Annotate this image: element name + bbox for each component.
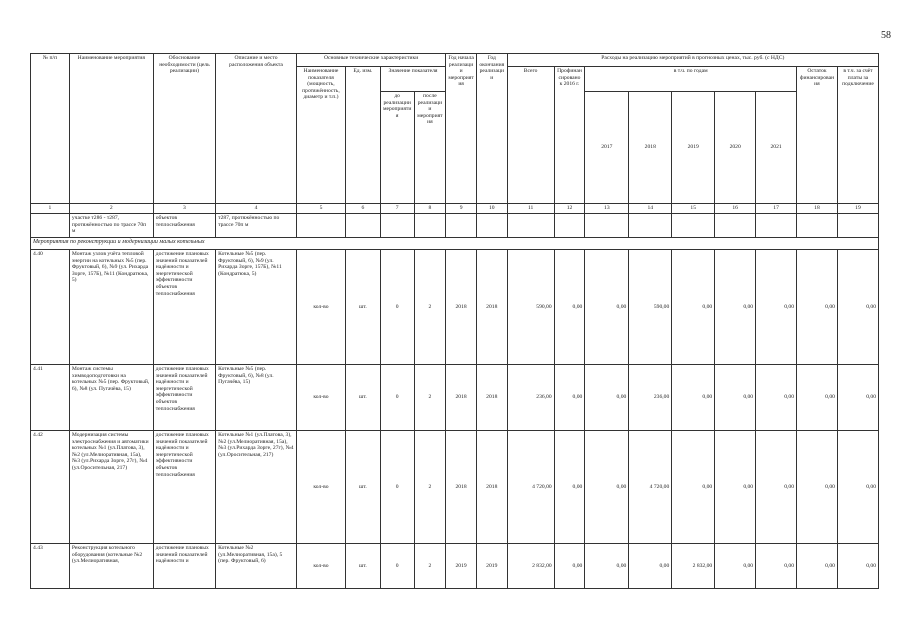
row-number: 4.41 <box>31 365 70 431</box>
header-value: Значение показателя <box>380 67 445 92</box>
row-cost-2021: 0,00 <box>756 544 797 589</box>
row-end-year: 2018 <box>476 431 507 544</box>
row-connection: 0,00 <box>837 365 878 431</box>
row-end-year: 2018 <box>476 250 507 365</box>
row-remaining: 0,00 <box>797 544 838 589</box>
column-index-1: 1 <box>31 204 70 214</box>
header-remaining: Остаток финансирования <box>797 67 838 204</box>
header-year-2017: 2017 <box>585 92 629 204</box>
column-index-19: 19 <box>837 204 878 214</box>
column-index-10: 10 <box>476 204 507 214</box>
header-year-2019: 2019 <box>672 92 715 204</box>
header-year-2018: 2018 <box>629 92 672 204</box>
column-index-7: 7 <box>380 204 414 214</box>
header-unit: Ед. изм. <box>346 67 381 204</box>
row-cost-2021: 0,00 <box>756 431 797 544</box>
row-reason: достижение плановых значений показателей надёжности и энергетической эффективности объектов теплоснабжения <box>153 431 215 544</box>
row-description: Котельные №5 (пер. Фруктовый, 6), №8 (ул. Пугачёва, 15) <box>216 365 297 431</box>
column-index-18: 18 <box>797 204 838 214</box>
row-cost-2020: 0,00 <box>715 250 756 365</box>
row-description: Котельные №2 (ул.Мелиоративная, 15а), 5 (пер. Фруктовый, 6) <box>216 544 297 589</box>
header-financed: Профинансировано к 2016 г. <box>554 67 585 204</box>
row-cost-2017: 0,00 <box>585 250 629 365</box>
column-index-17: 17 <box>756 204 797 214</box>
column-index-14: 14 <box>629 204 672 214</box>
header-start-year: Год начала реализации мероприятия <box>446 54 477 204</box>
row-name: Модернизация системы электроснабжения и автоматики котельных №1 (ул.Платова, 3), №2 (ул.Мелиоративная, 15а), №3 (ул.Рихарда Зорге, 27г), №4 (ул.Оросительная, 217) <box>69 431 153 544</box>
header-connection: в т.ч. за счёт платы за подключение <box>837 67 878 204</box>
column-index-2: 2 <box>69 204 153 214</box>
row-name: Монтаж узлов учёта тепловой энергии на котельных №5 (пер. Фруктовый, 6), №9 (ул. Рихарда Зорге, 157Б), №11 (Кондратюка, 5) <box>69 250 153 365</box>
row-unit: шт. <box>346 431 381 544</box>
row-cost-2018: 4 720,00 <box>629 431 672 544</box>
row-cost-2018: 0,00 <box>629 544 672 589</box>
table-row <box>31 250 879 365</box>
row-number: 4.43 <box>31 544 70 589</box>
row-financed: 0,00 <box>554 544 585 589</box>
table-row <box>31 365 879 431</box>
row-value-after: 2 <box>414 431 446 544</box>
row-reason: достижение плановых значений показателей надёжности и <box>153 544 215 589</box>
row-connection: 0,00 <box>837 431 878 544</box>
column-index-3: 3 <box>153 204 215 214</box>
column-index-11: 11 <box>507 204 554 214</box>
row-end-year: 2019 <box>476 544 507 589</box>
row-name: Монтаж системы химводоподготовки на котельных №5 (пер. Фруктовый, 6), №8 (ул. Пугачёва, 15) <box>69 365 153 431</box>
row-reason: достижение плановых значений показателей надёжности и энергетической эффективности объектов теплоснабжения <box>153 365 215 431</box>
row-value-before: 0 <box>380 250 414 365</box>
column-index-12: 12 <box>554 204 585 214</box>
header-name: Наименование мероприятия <box>69 54 153 204</box>
row-cost-2018: 590,00 <box>629 250 672 365</box>
table-row <box>31 431 879 544</box>
header-by-years: в т.ч. по годам <box>585 67 797 92</box>
table-row <box>31 544 879 589</box>
row-unit: шт. <box>346 544 381 589</box>
row-value-after: 2 <box>414 250 446 365</box>
row-start-year: 2018 <box>446 250 477 365</box>
row-cost-2020: 0,00 <box>715 365 756 431</box>
header-row-1 <box>31 54 879 67</box>
header-year-2021: 2021 <box>756 92 797 204</box>
section-title: Мероприятия по реконструкции и модернизации малых котельных <box>31 238 879 250</box>
header-tech-name: Наименование показателя (мощность, протяжённость, диаметр и т.п.) <box>296 67 345 204</box>
section-row <box>31 238 879 250</box>
row-financed: 0,00 <box>554 250 585 365</box>
row-cost-2021: 0,00 <box>756 250 797 365</box>
continuation-num <box>31 214 70 238</box>
row-number: 4.42 <box>31 431 70 544</box>
column-index-8: 8 <box>414 204 446 214</box>
header-description: Описание и место расположения объекта <box>216 54 297 204</box>
header-costs: Расходы на реализацию мероприятий в прогнозных ценах, тыс. руб. (с НДС) <box>507 54 878 67</box>
row-value-after: 2 <box>414 544 446 589</box>
row-description: Котельные №1 (ул.Платова, 3), №2 (ул.Мелиоративная, 15а), №3 (ул.Рихарда Зорге, 27г), №4 (ул.Оросительная, 217) <box>216 431 297 544</box>
row-cost-2019: 0,00 <box>672 431 715 544</box>
header-before: до реализации мероприятия <box>380 92 414 204</box>
row-remaining: 0,00 <box>797 365 838 431</box>
row-connection: 0,00 <box>837 544 878 589</box>
column-index-13: 13 <box>585 204 629 214</box>
page-number: 58 <box>881 30 891 41</box>
row-cost-2017: 0,00 <box>585 365 629 431</box>
column-index-6: 6 <box>346 204 381 214</box>
row-reason: достижение плановых значений показателей надёжности и энергетической эффективности объектов теплоснабжения <box>153 250 215 365</box>
header-total: Всего <box>507 67 554 204</box>
row-start-year: 2019 <box>446 544 477 589</box>
row-remaining: 0,00 <box>797 431 838 544</box>
row-financed: 0,00 <box>554 431 585 544</box>
row-start-year: 2018 <box>446 365 477 431</box>
row-connection: 0,00 <box>837 250 878 365</box>
row-unit: шт. <box>346 365 381 431</box>
continuation-reason: объектов теплоснабжения <box>153 214 215 238</box>
row-parameter: кол-во <box>296 365 345 431</box>
column-index-16: 16 <box>715 204 756 214</box>
continuation-name: участке т286 - т287, протяжённостью по трассе 70п м <box>69 214 153 238</box>
header-num: № п/п <box>31 54 70 204</box>
row-cost-2019: 0,00 <box>672 365 715 431</box>
row-cost-2021: 0,00 <box>756 365 797 431</box>
row-start-year: 2018 <box>446 431 477 544</box>
header-after: после реализации мероприятия <box>414 92 446 204</box>
row-cost-2020: 0,00 <box>715 544 756 589</box>
row-value-after: 2 <box>414 365 446 431</box>
continuation-row <box>31 214 879 238</box>
row-value-before: 0 <box>380 544 414 589</box>
column-index-row <box>31 204 879 214</box>
row-cost-2020: 0,00 <box>715 431 756 544</box>
column-index-4: 4 <box>216 204 297 214</box>
row-end-year: 2018 <box>476 365 507 431</box>
row-description: Котельные №5 (пер. Фруктовый, 6), №9 (ул. Рихарда Зорге, 157Б), №11 (Кондратюка, 5) <box>216 250 297 365</box>
row-parameter: кол-во <box>296 250 345 365</box>
investment-table <box>30 53 879 589</box>
row-unit: шт. <box>346 250 381 365</box>
row-financed: 0,00 <box>554 365 585 431</box>
row-number: 4.40 <box>31 250 70 365</box>
column-index-15: 15 <box>672 204 715 214</box>
header-end-year: Год окончания реализации <box>476 54 507 204</box>
row-value-before: 0 <box>380 365 414 431</box>
row-cost-2018: 236,00 <box>629 365 672 431</box>
row-cost-2017: 0,00 <box>585 431 629 544</box>
header-reason: Обоснование необходимости (цель реализации) <box>153 54 215 204</box>
row-name: Реконструкция котельного оборудования (котельные №2 (ул.Мелиоративная, <box>69 544 153 589</box>
column-index-9: 9 <box>446 204 477 214</box>
row-cost-2017: 0,00 <box>585 544 629 589</box>
row-parameter: кол-во <box>296 544 345 589</box>
header-year-2020: 2020 <box>715 92 756 204</box>
row-total: 236,00 <box>507 365 554 431</box>
continuation-desc: т287, протяжённостью по трассе 70п м <box>216 214 297 238</box>
row-value-before: 0 <box>380 431 414 544</box>
row-total: 590,00 <box>507 250 554 365</box>
header-technical: Основные технические характеристики <box>296 54 445 67</box>
row-parameter: кол-во <box>296 431 345 544</box>
column-index-5: 5 <box>296 204 345 214</box>
row-remaining: 0,00 <box>797 250 838 365</box>
row-total: 4 720,00 <box>507 431 554 544</box>
row-cost-2019: 2 832,00 <box>672 544 715 589</box>
row-cost-2019: 0,00 <box>672 250 715 365</box>
row-total: 2 832,00 <box>507 544 554 589</box>
